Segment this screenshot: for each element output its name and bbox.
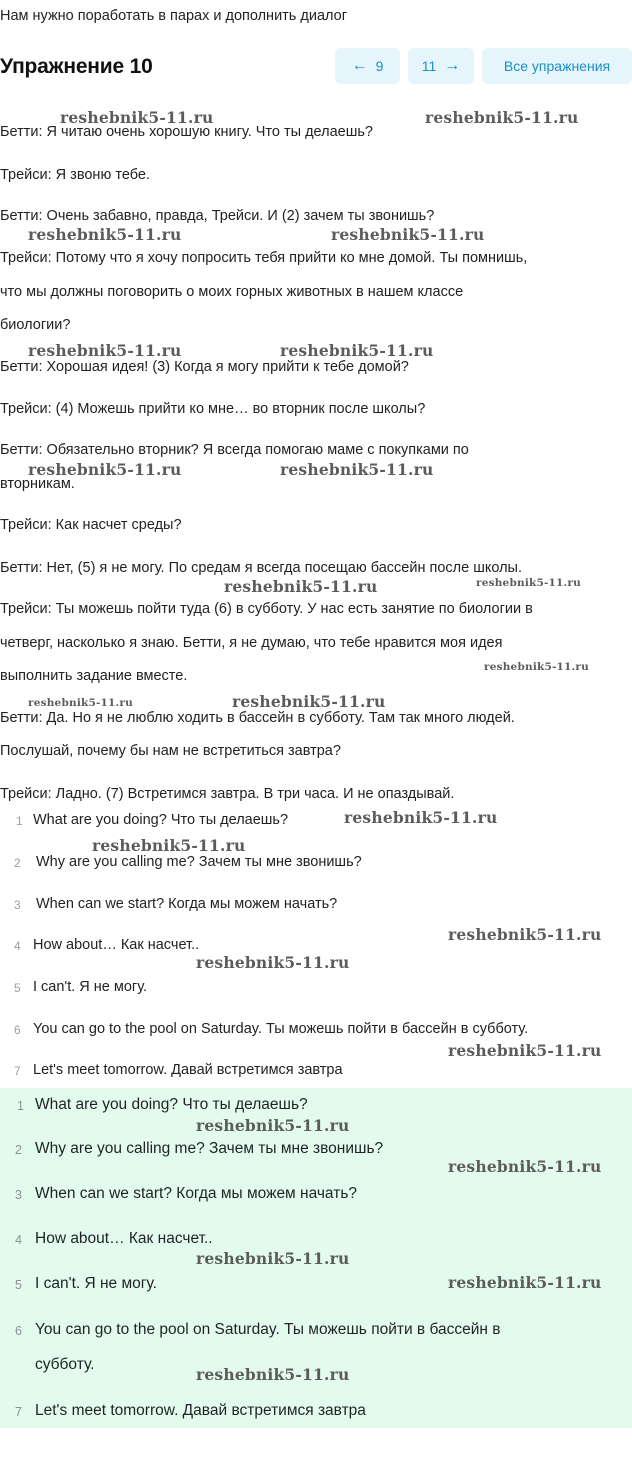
- list-number: 2: [15, 1143, 22, 1157]
- next-exercise-button[interactable]: [408, 48, 474, 84]
- list-number: 3: [14, 898, 21, 912]
- list-item: When can we start? Когда мы можем начать?: [36, 896, 338, 912]
- dialogue-line: Бетти: Очень забавно, правда, Трейси. И (2) зачем ты звонишь?: [0, 208, 435, 224]
- watermark: reshebnik5-11.ru: [448, 1157, 602, 1176]
- dialogue-line: Трейси: Я звоню тебе.: [0, 167, 150, 183]
- list-item: What are you doing? Что ты делаешь?: [35, 1096, 308, 1113]
- list-number: 3: [15, 1188, 22, 1202]
- dialogue-line: Трейси: Потому что я хочу попросить тебя прийти ко мне домой. Ты помнишь,: [0, 250, 528, 266]
- list-item: What are you doing? Что ты делаешь?: [33, 812, 289, 828]
- list-number: 5: [14, 981, 21, 995]
- arrow-left-icon: ←: [351, 57, 368, 74]
- watermark: reshebnik5-11.ru: [425, 108, 579, 127]
- all-exercises-button[interactable]: [482, 48, 632, 84]
- list-item: You can go to the pool on Saturday. Ты можешь пойти в бассейн в субботу.: [33, 1021, 529, 1037]
- watermark: reshebnik5-11.ru: [224, 577, 378, 596]
- arrow-right-icon: →: [444, 57, 461, 74]
- list-number: 5: [15, 1278, 22, 1292]
- all-exercises-label: Все упражнения: [503, 58, 611, 74]
- dialogue-line: Бетти: Я читаю очень хорошую книгу. Что ты делаешь?: [0, 124, 373, 140]
- list-item: I can't. Я не могу.: [33, 979, 148, 995]
- list-item: When can we start? Когда мы можем начать?: [35, 1185, 358, 1202]
- watermark: reshebnik5-11.ru: [476, 577, 581, 589]
- list-number: 7: [15, 1405, 22, 1419]
- dialogue-line: четверг, насколько я знаю. Бетти, я не думаю, что тебе нравится моя идея: [0, 635, 503, 651]
- dialogue-line: Трейси: Как насчет среды?: [0, 517, 182, 533]
- watermark: reshebnik5-11.ru: [448, 1041, 602, 1060]
- list-item: Let's meet tomorrow. Давай встретимся завтра: [33, 1062, 343, 1078]
- list-item: How about… Как насчет..: [33, 937, 200, 953]
- watermark: reshebnik5-11.ru: [448, 925, 602, 944]
- list-number: 6: [15, 1324, 22, 1338]
- watermark: reshebnik5-11.ru: [196, 1365, 350, 1384]
- list-item: Let's meet tomorrow. Давай встретимся завтра: [35, 1402, 366, 1419]
- dialogue-line: Бетти: Да. Но я не люблю ходить в бассейн в субботу. Там так много людей.: [0, 710, 515, 726]
- watermark: reshebnik5-11.ru: [28, 341, 182, 360]
- list-item-continuation: субботу.: [35, 1356, 95, 1373]
- list-item: Why are you calling me? Зачем ты мне звонишь?: [35, 1140, 384, 1157]
- dialogue-line: что мы должны поговорить о моих горных животных в нашем классе: [0, 284, 464, 300]
- list-number: 4: [14, 939, 21, 953]
- dialogue-line: Бетти: Хорошая идея! (3) Когда я могу прийти к тебе домой?: [0, 359, 409, 375]
- watermark: reshebnik5-11.ru: [196, 1116, 350, 1135]
- dialogue-line: Трейси: Ты можешь пойти туда (6) в субботу. У нас есть занятие по биологии в: [0, 601, 533, 617]
- watermark: reshebnik5-11.ru: [448, 1273, 602, 1292]
- dialogue-line: биологии?: [0, 317, 71, 333]
- watermark: reshebnik5-11.ru: [60, 108, 214, 127]
- watermark: reshebnik5-11.ru: [28, 225, 182, 244]
- watermark: reshebnik5-11.ru: [28, 460, 182, 479]
- watermark: reshebnik5-11.ru: [28, 697, 133, 709]
- dialogue-line: Послушай, почему бы нам не встретиться завтра?: [0, 743, 341, 759]
- dialogue-line: Бетти: Обязательно вторник? Я всегда помогаю маме с покупками по: [0, 442, 469, 458]
- list-number: 1: [17, 1099, 24, 1113]
- dialogue-line: Бетти: Нет, (5) я не могу. По средам я всегда посещаю бассейн после школы.: [0, 560, 522, 576]
- watermark: reshebnik5-11.ru: [196, 953, 350, 972]
- list-item: How about… Как насчет..: [35, 1230, 213, 1247]
- watermark: reshebnik5-11.ru: [232, 692, 386, 711]
- list-number: 2: [14, 856, 21, 870]
- list-item: Why are you calling me? Зачем ты мне звонишь?: [36, 854, 362, 870]
- dialogue-line: выполнить задание вместе.: [0, 668, 188, 684]
- watermark: reshebnik5-11.ru: [196, 1249, 350, 1268]
- list-number: 1: [16, 814, 23, 828]
- dialogue-line: Трейси: Ладно. (7) Встретимся завтра. В три часа. И не опаздывай.: [0, 786, 455, 802]
- next-exercise-label: 11: [421, 58, 437, 74]
- page-title: Упражнение 10: [0, 55, 153, 78]
- watermark: reshebnik5-11.ru: [92, 836, 246, 855]
- list-number: 7: [14, 1064, 21, 1078]
- watermark: reshebnik5-11.ru: [484, 661, 589, 673]
- dialogue-line: вторникам.: [0, 476, 75, 492]
- watermark: reshebnik5-11.ru: [331, 225, 485, 244]
- list-item: You can go to the pool on Saturday. Ты можешь пойти в бассейн в: [35, 1321, 501, 1338]
- intro-text: Нам нужно поработать в парах и дополнить диалог: [0, 8, 347, 24]
- list-item: I can't. Я не могу.: [35, 1275, 157, 1292]
- prev-exercise-label: 9: [375, 58, 384, 74]
- list-number: 4: [15, 1233, 22, 1247]
- list-number: 6: [14, 1023, 21, 1037]
- watermark: reshebnik5-11.ru: [280, 460, 434, 479]
- dialogue-line: Трейси: (4) Можешь прийти ко мне… во вторник после школы?: [0, 401, 426, 417]
- watermark: reshebnik5-11.ru: [280, 341, 434, 360]
- prev-exercise-button[interactable]: [335, 48, 400, 84]
- watermark: reshebnik5-11.ru: [344, 808, 498, 827]
